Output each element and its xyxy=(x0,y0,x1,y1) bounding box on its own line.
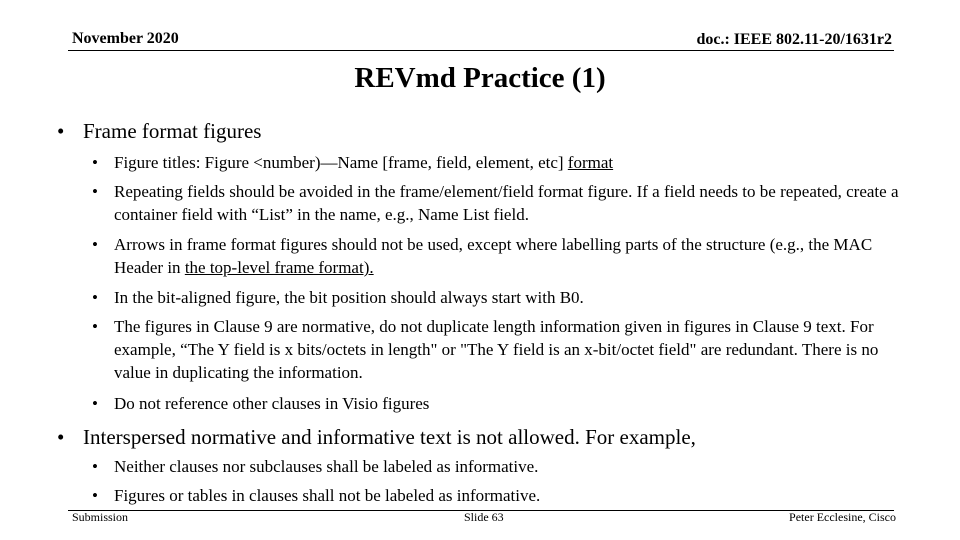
list-item xyxy=(92,151,912,174)
section-heading-text: Frame format figures xyxy=(83,119,262,143)
header-date: November 2020 xyxy=(72,30,179,47)
bullet-icon: • xyxy=(92,317,98,336)
list-item-text: In the bit-aligned figure, the bit position should always start with B0. xyxy=(114,288,584,307)
list-item xyxy=(92,233,912,279)
list-item xyxy=(92,286,912,309)
footer-slide-number: Slide 63 xyxy=(464,510,504,524)
bullet-icon: • xyxy=(92,182,98,201)
bullet-icon: • xyxy=(92,394,98,413)
underlined-text: the top-level frame format). xyxy=(184,258,374,277)
bullet-icon: • xyxy=(92,288,98,307)
list-item xyxy=(92,392,912,415)
bullet-icon: • xyxy=(57,425,65,449)
underlined-text: format xyxy=(567,153,614,172)
list-item-text: Repeating fields should be avoided in the frame/element/field format figure. If a field needs to be repeated, create a container field with “List” in the name, e.g., Name List field. xyxy=(114,182,899,224)
list-item-text: Arrows in frame format figures should not be used, except where labelling parts of the structure (e.g., the MAC Header in xyxy=(114,235,873,277)
footer-submission: Submission xyxy=(72,510,129,524)
list-item-text: Do not reference other clauses in Visio figures xyxy=(114,394,430,413)
list-item-text: Figure titles: Figure <number)—Name [frame, field, element, etc] xyxy=(114,153,568,172)
section-heading-text: Interspersed normative and informative text is not allowed. For example, xyxy=(83,425,696,449)
list-item-text: Neither clauses nor subclauses shall be labeled as informative. xyxy=(114,457,539,476)
bullet-icon: • xyxy=(92,457,98,476)
bullet-icon: • xyxy=(92,486,98,505)
bullet-icon: • xyxy=(92,153,98,172)
list-item-text: The figures in Clause 9 are normative, do not duplicate length information given in figures in Clause 9 text. For example, “The Y field is x bits/octets in length" or "The Y field is an x-bit/octet field" are redundant. There is no value in duplicating the information. xyxy=(114,317,879,382)
section-heading xyxy=(57,424,696,450)
bullet-icon: • xyxy=(57,119,65,143)
list-item xyxy=(92,484,912,507)
bullet-icon: • xyxy=(92,235,98,254)
list-item-text: Figures or tables in clauses shall not be labeled as informative. xyxy=(114,486,541,505)
header-doc-id: doc.: IEEE 802.11-20/1631r2 xyxy=(696,31,892,48)
list-item xyxy=(92,180,912,226)
slide-title: REVmd Practice (1) xyxy=(354,62,606,94)
header-rule xyxy=(68,50,894,51)
list-item xyxy=(92,315,912,384)
section-heading xyxy=(57,118,261,144)
list-item xyxy=(92,455,912,478)
footer-author: Peter Ecclesine, Cisco xyxy=(789,510,896,524)
